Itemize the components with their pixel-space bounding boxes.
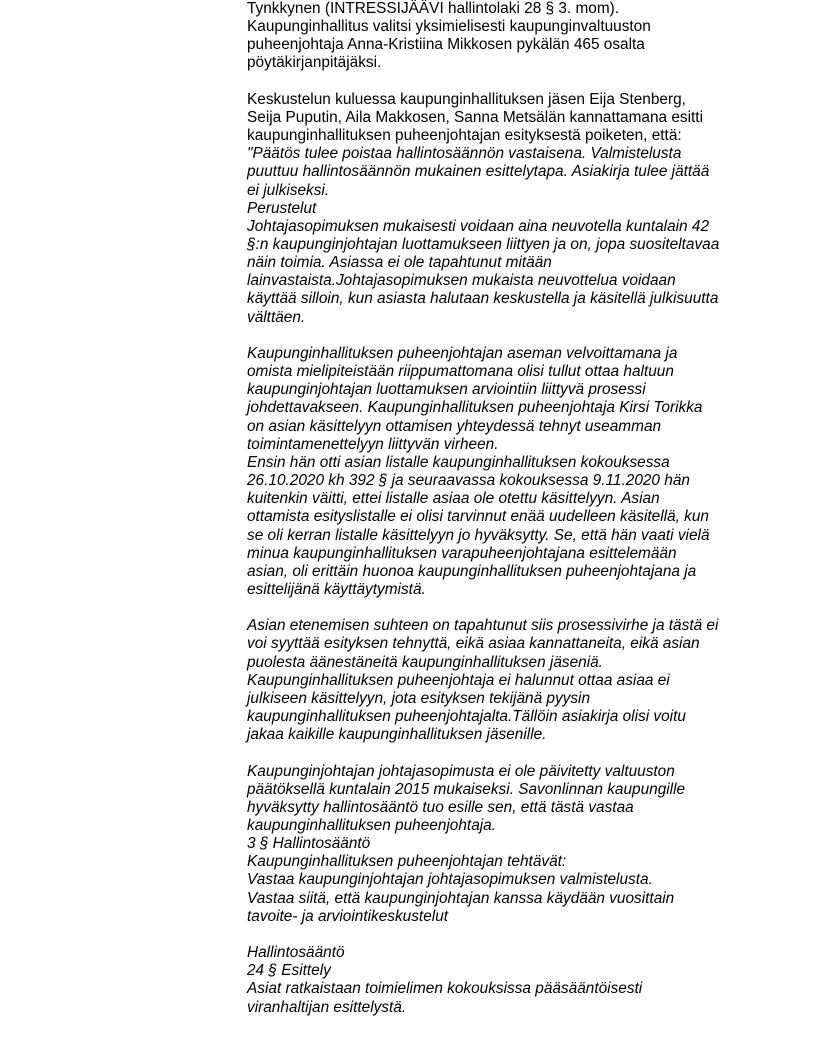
text-line: §:n kaupunginjohtajan luottamukseen liittyen ja on, jopa suositeltavaa xyxy=(247,236,720,254)
text-line: käyttää silloin, kun asiasta halutaan keskustella ja käsitellä julkisuutta xyxy=(247,290,719,308)
text-line: kaupunginjohtajan luottamuksen arviointiin liittyvä prosessi xyxy=(247,381,646,399)
text-line: Seija Puputin, Aila Makkosen, Sanna Metsälän kannattamana esitti xyxy=(247,108,704,126)
paragraph-spacer xyxy=(247,73,747,91)
text-line: Kaupunginhallitus valitsi yksimielisesti kaupunginvaltuuston xyxy=(247,18,651,36)
text-line: ei julkiseksi. xyxy=(247,181,330,199)
paragraph-spacer xyxy=(247,599,747,617)
text-line: toimintamenettelyyn liittyvän virheen. xyxy=(247,435,499,453)
paragraph-discussion xyxy=(247,91,747,145)
text-line: ottamista esityslistalle ei olisi tarvinnut enää uudelleen käsitellä, kun xyxy=(247,508,709,526)
text-line: asian, oli erittäin huonoa kaupunginhallituksen puheenjohtajana ja xyxy=(247,562,697,580)
text-line: Vastaa kaupunginjohtajan johtajasopimuksen valmistelusta. xyxy=(247,871,653,889)
text-line: esittelijänä käyttäytymistä. xyxy=(247,580,426,598)
text-line: Vastaa siitä, että kaupunginjohtajan kanssa käydään vuosittain xyxy=(247,889,675,907)
document-page xyxy=(247,0,747,1017)
paragraph-spacer xyxy=(247,327,747,345)
text-line: näin toimia. Asiassa ei ole tapahtunut mitään xyxy=(247,254,552,272)
text-line: lainvastaista.Johtajasopimuksen mukaista neuvottelua voidaan xyxy=(247,272,676,290)
text-line: 26.10.2020 kh 392 § ja seuraavassa kokouksessa 9.11.2020 hän xyxy=(247,472,690,490)
text-line: se oli kerran listalle käsittelyyn jo hyväksytty. Se, että hän vaati vielä xyxy=(247,526,710,544)
text-line: Asian etenemisen suhteen on tapahtunut siis prosessivirhe ja tästä ei xyxy=(247,617,719,635)
section-heading-hallintosaanto: Hallintosääntö xyxy=(247,944,345,962)
text-line: minua kaupunginhallituksen varapuheenjohtajana esittelemään xyxy=(247,544,677,562)
text-line: Kaupunginjohtajan johtajasopimusta ei ole päivitetty valtuuston xyxy=(247,762,675,780)
text-line: puuttuu hallintosäännön mukainen esittelytapa. Asiakirja tulee jättää xyxy=(247,163,710,181)
paragraph-intro xyxy=(247,0,747,73)
paragraph-spacer xyxy=(247,926,747,944)
text-line: päätöksellä kuntalain 2015 mukaiseksi. Savonlinnan kaupungille xyxy=(247,780,686,798)
text-line: pöytäkirjanpitäjäksi. xyxy=(247,54,382,72)
text-line: Ensin hän otti asian listalle kaupunginhallituksen kokouksessa xyxy=(247,453,670,471)
text-line: omista mielipiteistään riippumattomana olisi tullut ottaa haltuun xyxy=(247,363,674,381)
text-line: kaupunginhallituksen puheenjohtaja. xyxy=(247,816,497,834)
text-line: puolesta äänestäneitä kaupunginhallituksen jäseniä. xyxy=(247,653,603,671)
paragraph-director-contract xyxy=(247,763,747,926)
text-line: Asiat ratkaistaan toimielimen kokouksissa pääsääntöisesti xyxy=(247,980,643,998)
text-line: viranhaltijan esittelystä. xyxy=(247,998,407,1016)
text-line: kuitenkin väitti, ettei listalle asiaa ole otettu käsittelyyn. Asian xyxy=(247,490,660,508)
text-line: Tynkkynen (INTRESSIJÄÄVI hallintolaki 28 § 3. mom). xyxy=(247,0,620,17)
paragraph-spacer xyxy=(247,744,747,762)
text-line: voi syyttää esityksen tehnyttä, eikä asiaa kannattaneita, eikä asian xyxy=(247,635,700,653)
paragraph-proposal xyxy=(247,145,747,327)
paragraph-admin-rule xyxy=(247,944,747,1017)
text-line: kaupunginhallituksen puheenjohtajalta.Tällöin asiakirja olisi voitu xyxy=(247,708,686,726)
text-line: jakaa kaikille kaupunginhallituksen jäsenille. xyxy=(247,726,547,744)
section-heading-24-paragraph: 24 § Esittely xyxy=(247,962,331,980)
text-line: johdettavakseen. Kaupunginhallituksen puheenjohtaja Kirsi Torikka xyxy=(247,399,703,417)
paragraph-process-error xyxy=(247,617,747,744)
paragraph-chair-role xyxy=(247,345,747,599)
text-line: on asian käsittelyyn ottamisen yhteydessä tehnyt useamman xyxy=(247,417,662,435)
section-heading-3-paragraph: 3 § Hallintosääntö xyxy=(247,835,371,853)
text-line: "Päätös tulee poistaa hallintosäännön vastaisena. Valmistelusta xyxy=(247,145,682,163)
text-line: tavoite- ja arviointikeskustelut xyxy=(247,907,449,925)
text-line: Johtajasopimuksen mukaisesti voidaan aina neuvotella kuntalain 42 xyxy=(247,217,710,235)
text-line: Kaupunginhallituksen puheenjohtajan tehtävät: xyxy=(247,853,567,871)
text-line: Keskustelun kuluessa kaupunginhallituksen jäsen Eija Stenberg, xyxy=(247,90,686,108)
text-line: Kaupunginhallituksen puheenjohtaja ei halunnut ottaa asiaa ei xyxy=(247,671,670,689)
text-line: puheenjohtaja Anna-Kristiina Mikkosen pykälän 465 osalta xyxy=(247,36,645,54)
text-line: julkiseen käsittelyyn, jota esityksen tekijänä pyysin xyxy=(247,689,591,707)
text-line: välttäen. xyxy=(247,308,306,326)
text-line: Kaupunginhallituksen puheenjohtajan aseman velvoittamana ja xyxy=(247,344,678,362)
section-heading-perustelut: Perustelut xyxy=(247,199,317,217)
text-line: kaupunginhallituksen puheenjohtajan esityksestä poiketen, että: xyxy=(247,127,682,145)
text-line: hyväksytty hallintosääntö tuo esille sen, että tästä vastaa xyxy=(247,798,634,816)
